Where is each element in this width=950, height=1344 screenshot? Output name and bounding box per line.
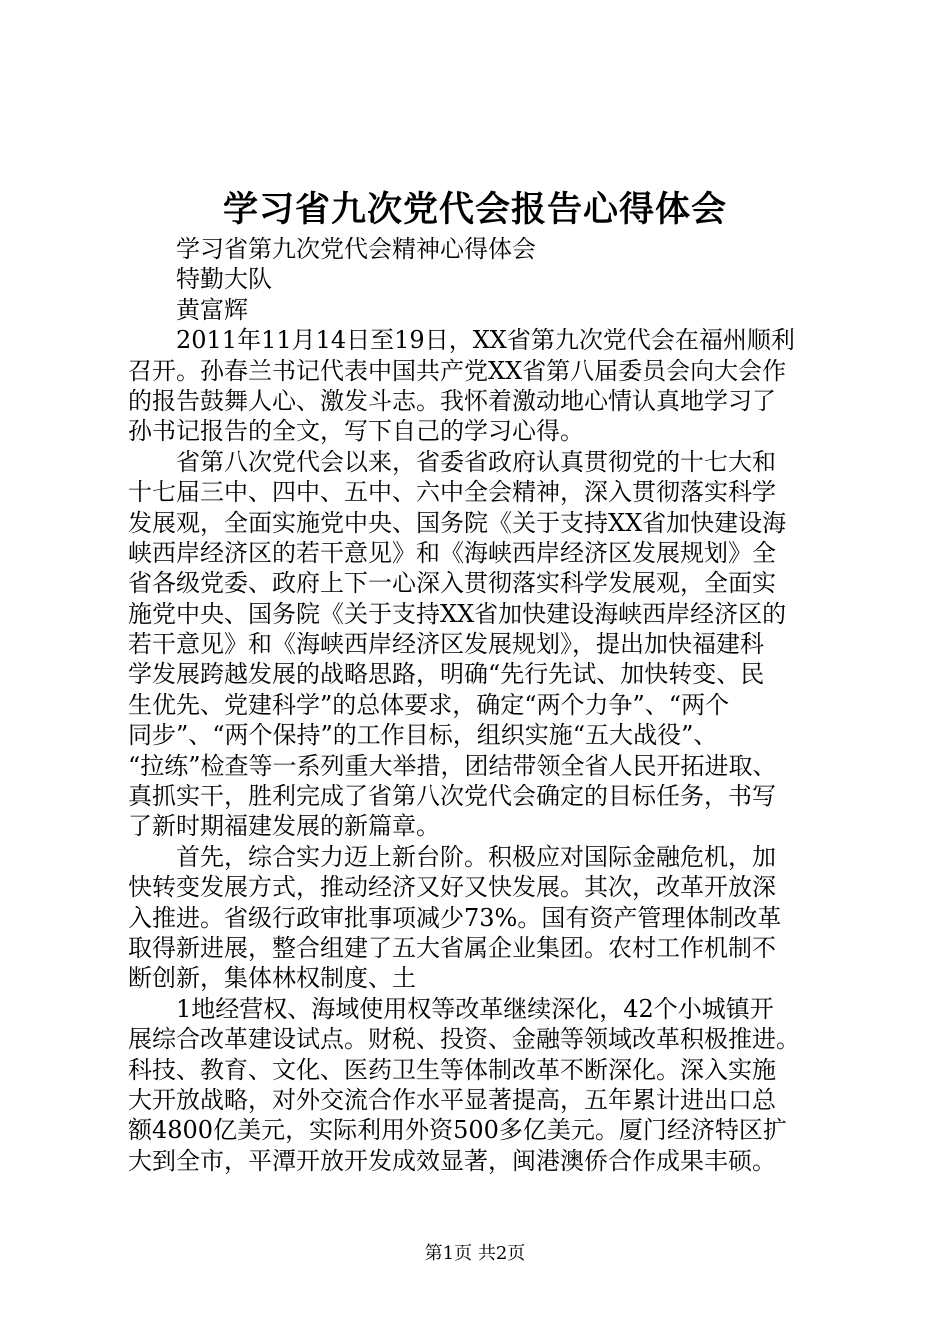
text-line: 大到全市，平潭开放开发成效显著，闽港澳侨合作成果丰硕。	[128, 1146, 776, 1175]
text-line: 入推进。省级行政审批事项减少73%。国有资产管理体制改革	[128, 903, 782, 932]
text-line: 真抓实干，胜利完成了省第八次党代会确定的目标任务，书写	[128, 782, 776, 811]
text-line: 学习省第九次党代会精神心得体会	[176, 235, 536, 263]
text-line: 的报告鼓舞人心、激发斗志。我怀着激动地心情认真地学习了	[128, 386, 776, 415]
text-line: 省各级党委、政府上下一心深入贯彻落实科学发展观，全面实	[128, 569, 776, 598]
text-line: 同步”、“两个保持”的工作目标，组织实施“五大战役”、	[128, 721, 718, 750]
text-line: 生优先、党建科学”的总体要求，确定“两个力争”、“两个	[128, 690, 730, 719]
text-line: 额4800亿美元，实际利用外资500多亿美元。厦门经济特区扩	[128, 1116, 787, 1145]
text-line: 十七届三中、四中、五中、六中全会精神，深入贯彻落实科学	[128, 478, 776, 507]
text-line: 科技、教育、文化、医药卫生等体制改革不断深化。深入实施	[128, 1055, 776, 1084]
text-line: “拉练”检查等一系列重大举措，团结带领全省人民开拓进取、	[128, 751, 777, 780]
document-title: 学习省九次党代会报告心得体会	[222, 189, 727, 230]
text-line: 孙书记报告的全文，写下自己的学习心得。	[128, 417, 584, 446]
text-line: 省第八次党代会以来，省委省政府认真贯彻党的十七大和	[176, 447, 776, 476]
text-line: 了新时期福建发展的新篇章。	[128, 812, 440, 841]
text-line: 召开。孙春兰书记代表中国共产党XX省第八届委员会向大会作	[128, 356, 787, 385]
text-line: 2011年11月14日至19日，XX省第九次党代会在福州顺利	[176, 326, 795, 355]
text-line: 取得新进展，整合组建了五大省属企业集团。农村工作机制不	[128, 933, 776, 962]
text-line: 特勤大队	[176, 265, 272, 294]
page-footer: 第1页 共2页	[424, 1243, 526, 1264]
text-line: 快转变发展方式，推动经济又好又快发展。其次，改革开放深	[128, 873, 776, 902]
document-body	[128, 234, 833, 1176]
text-line: 学发展跨越发展的战略思路，明确“先行先试、加快转变、民	[128, 660, 765, 689]
text-line: 展综合改革建设试点。财税、投资、金融等领域改革积极推进。	[128, 1025, 800, 1054]
text-line: 发展观，全面实施党中央、国务院《关于支持XX省加快建设海	[128, 508, 787, 537]
text-line: 施党中央、国务院《关于支持XX省加快建设海峡西岸经济区的	[128, 599, 787, 628]
text-line: 1地经营权、海域使用权等改革继续深化，42个小城镇开	[176, 994, 774, 1023]
text-line: 断创新，集体林权制度、土	[128, 964, 416, 993]
text-line: 大开放战略，对外交流合作水平显著提高，五年累计进出口总	[128, 1085, 776, 1114]
text-line: 首先，综合实力迈上新台阶。积极应对国际金融危机，加	[176, 842, 776, 871]
text-line: 黄富辉	[176, 295, 248, 324]
text-line: 若干意见》和《海峡西岸经济区发展规划》，提出加快福建科	[128, 630, 764, 659]
text-line: 峡西岸经济区的若干意见》和《海峡西岸经济区发展规划》全	[128, 538, 776, 567]
